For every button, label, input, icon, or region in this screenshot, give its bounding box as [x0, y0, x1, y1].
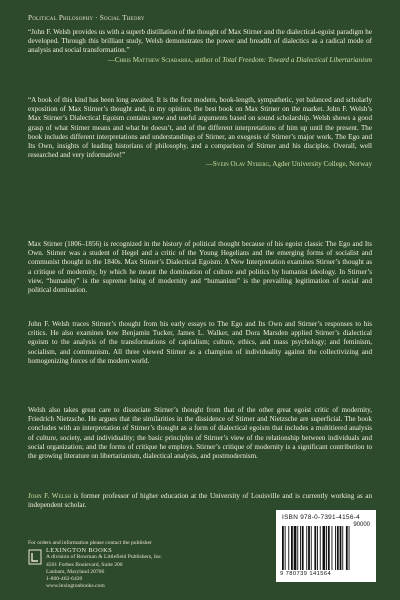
endorsement-quote-1 — [28, 28, 372, 65]
author-bio-text: is former professor of higher education at the University of Louisville and is currently working as an independent scholar. — [28, 492, 373, 510]
author-bio — [28, 492, 372, 510]
publisher-logo-icon — [28, 549, 42, 565]
attribution-dash: — — [107, 55, 115, 64]
quote-1-attribution-rest: , author of — [191, 55, 223, 64]
barcode-icon — [280, 526, 372, 570]
quote-2-text: “A book of this kind has been long awaited. It is the first modern, book-length, sympathetic, yet balanced and scholarly exposition of Max Stirner’s thought and, in my opinion, the best book on Max Stirner on the market. John F. Welsh’s Max Stirner’s Dialectical Egoism contains new and useful arguments based on sound scholarship. Welsh shows a good grasp of what Stirner means and what he doesn’t, and of the different interpretations of him up until the present. The book includes different interpretations and understandings of Stirner, an exegesis of Stirner’s major work, The Ego and Its Own, insights of leading historians of philosophy, and a comparison of Stirner and his disciples. Overall, well researched and very informative!” — [28, 96, 372, 160]
publisher-intro: For orders and information please contact the publisher — [28, 540, 152, 546]
publisher-website: www.lexingtonbooks.com — [46, 583, 105, 590]
price-code: 90000 — [353, 522, 370, 528]
barcode-box — [276, 510, 376, 582]
barcode-number: 9 780739 141564 — [280, 571, 332, 577]
quote-2-attribution — [28, 160, 372, 169]
description-paragraph-3: Welsh also takes great care to dissociate Stirner’s thought from that of the other great egoist critic of modernity, Friedrich Nietzsche. He argues that the similarities in the dissidence of Stirner and Nietzsche are superficial. The book concludes with an interpretation of Stirner’s thought as a form of dialectical egoism that includes a multitiered analysis of culture, society, and individuality; the basic principles of Stirner’s view of the relationship between individuals and social organization; and the forms of critique he employs. Stirner’s critique of modernity is a significant contribution to the growing literature on libertarianism, dialectical analysis, and postmodernism. — [28, 406, 372, 461]
description-paragraph-2: John F. Welsh traces Stirner’s thought from his early essays to The Ego and Its Own and Stirner’s responses to his critics. He also examines how Benjamin Tucker, James L. Walker, and Dora Marsden applied Stirner’s dialectical egoism to the analysis of the transformations of capitalism; culture, ethics, and mass psychology; and feminism, socialism, and communism. All three viewed Stirner as a champion of individuality against the collectivizing and homogenizing forces of the modern world. — [28, 320, 372, 365]
publisher-division: A division of Rowman & Littlefield Publishers, Inc. — [46, 554, 163, 561]
publisher-address: 4501 Forbes Boulevard, Suite 200 — [46, 561, 123, 568]
category-label: Political Philosophy · Social Theory — [28, 14, 145, 22]
publisher-phone: 1-800-462-6420 — [46, 576, 83, 583]
description-paragraph-1: Max Stirner (1806–1856) is recognized in the history of political thought because of his egoist classic The Ego and Its Own. Stirner was a student of Hegel and a critic of the Young Hegelians and the emerging forms of socialist and communist thought in the 1840s. Max Stirner’s Dialectical Egoism: A New Interpretation examines Stirner’s thought as a critique of modernity, by which he meant the domination of culture and politics by humanist ideology. In Stirner’s view, “humanity” is the supreme being of modernity and “humanism” is the prevailing legitimation of social and political domination. — [28, 240, 372, 295]
author-name: John F. Welsh — [28, 492, 71, 500]
publisher-name: LEXINGTON BOOKS — [46, 547, 113, 555]
quote-1-author: Chris Matthew Sciabarra — [114, 55, 192, 64]
quote-2-attribution-rest: , Agder University College, Norway — [269, 160, 372, 169]
attribution-dash: — — [205, 160, 213, 169]
quote-1-text: “John F. Welsh provides us with a superb distillation of the thought of Max Stirner and the dialectical-egoist paradigm he developed. Through this brilliant study, Welsh demonstrates the power and breadth of dialectics as a radical mode of analysis and social transformation.” — [28, 28, 372, 55]
isbn-label: ISBN 978-0-7391-4156-4 — [282, 514, 361, 521]
quote-1-book-title: Total Freedom: Toward a Dialectical Libertarianism — [222, 55, 372, 64]
publisher-city: Lanham, Maryland 20706 — [46, 568, 105, 575]
endorsement-quote-2 — [28, 96, 372, 170]
quote-2-author: Svein Olav Nyberg — [212, 160, 270, 169]
publisher-block — [28, 540, 228, 590]
quote-1-attribution — [28, 56, 372, 65]
